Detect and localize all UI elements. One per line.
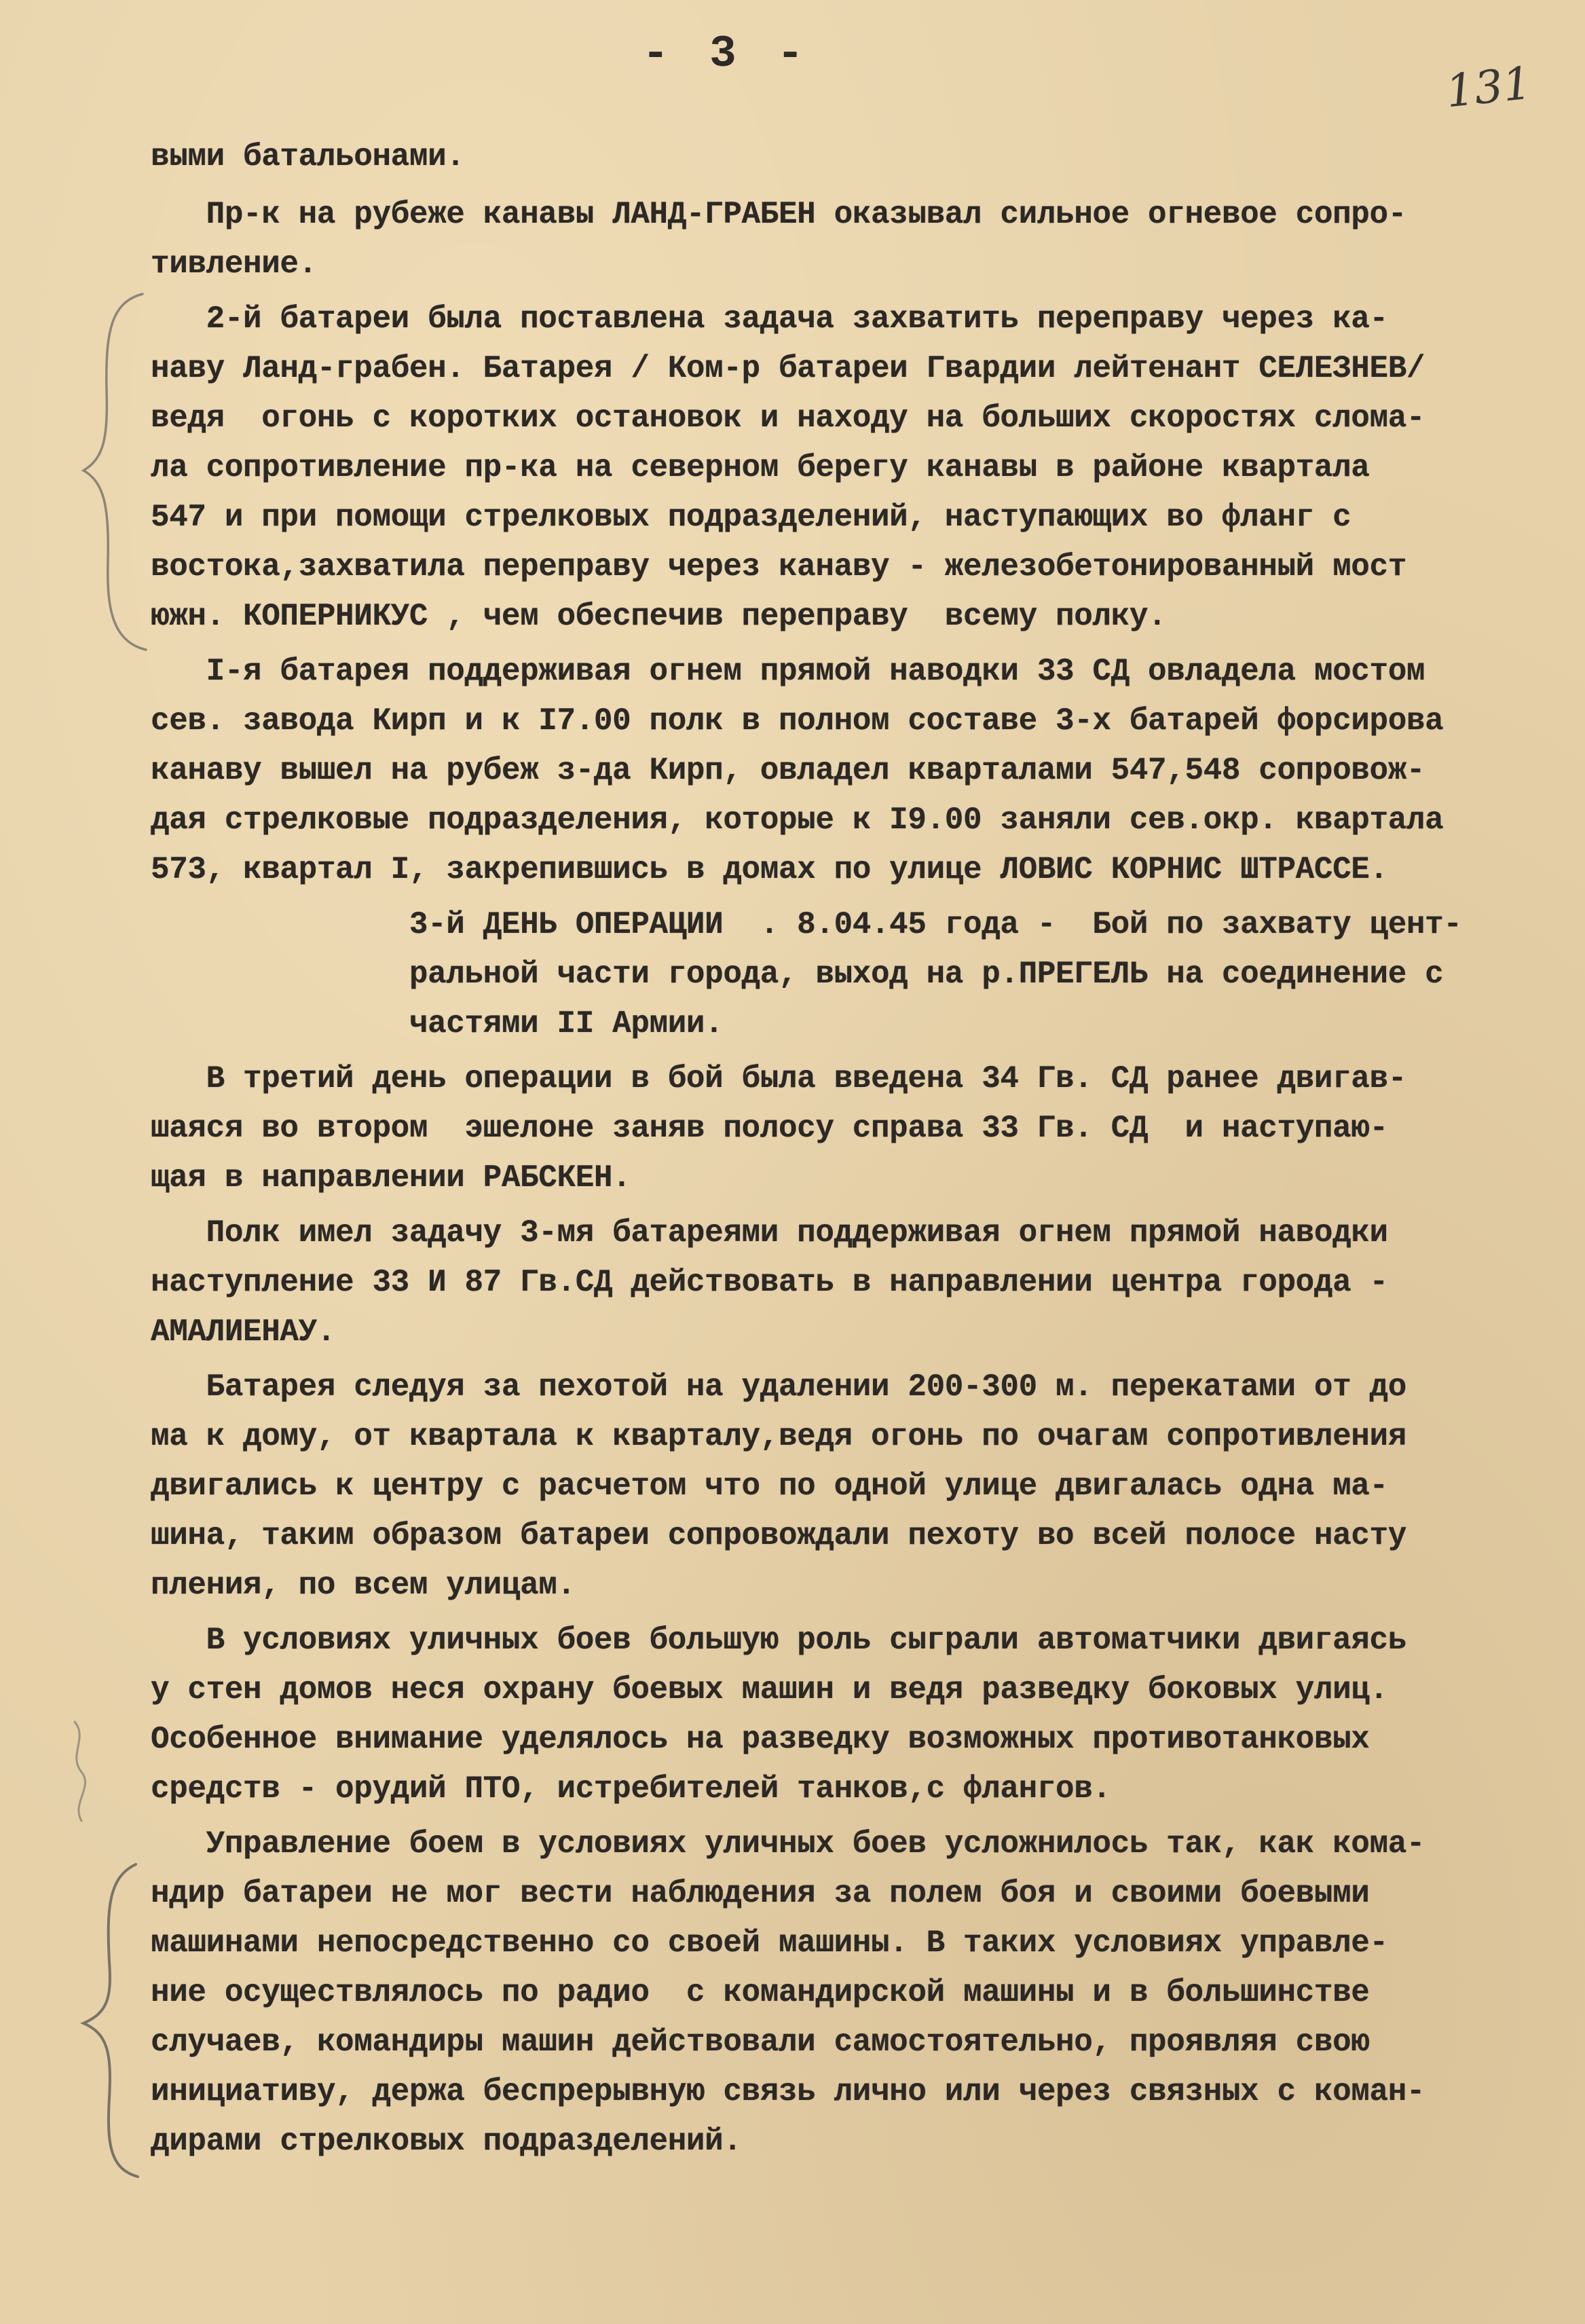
text-line: ние осуществлялось по радио с командирской машины и в большинстве [151, 1975, 1370, 2010]
text-line: 2-й батареи была поставлена задача захватить переправу через ка- [151, 301, 1388, 337]
text-line: средств - орудий ПТО, истребителей танков,с флангов. [151, 1771, 1111, 1807]
text-line: дая стрелковые подразделения, которые к I9.00 заняли сев.окр. квартала [151, 803, 1444, 838]
pencil-bracket-mark-bottom [71, 1860, 146, 2179]
text-line: востока,захватила переправу через канаву - железобетонированный мост [151, 549, 1406, 585]
text-line: ндир батареи не мог вести наблюдения за полем боя и своими боевыми [151, 1876, 1370, 1911]
section-heading-line: частями II Армии. [151, 1006, 724, 1041]
text-line: 573, квартал I, закрепившись в домах по улице ЛОВИС КОРНИС ШТРАССЕ. [151, 852, 1388, 887]
text-line: тивление. [151, 246, 317, 282]
text-line: ла сопротивление пр-ка на северном берегу канавы в районе квартала [151, 450, 1370, 485]
text-line: 547 и при помощи стрелковых подразделений, наступающих во фланг с [151, 500, 1351, 535]
text-line: ведя огонь с коротких остановок и находу на больших скоростях слома- [151, 401, 1425, 436]
text-line: ма к дому, от квартала к кварталу,ведя огонь по очагам сопротивления [151, 1419, 1406, 1454]
text-line: В условиях уличных боев большую роль сыграли автоматчики двигаясь [151, 1623, 1406, 1658]
text-line: АМАЛИЕНАУ. [151, 1314, 336, 1350]
text-line: канаву вышел на рубеж з-да Кирп, овладел кварталами 547,548 сопровож- [151, 753, 1425, 788]
text-line: Полк имел задачу 3-мя батареями поддерживая огнем прямой наводки [151, 1215, 1388, 1251]
text-line: I-я батарея поддерживая огнем прямой наводки 33 СД овладела мостом [151, 654, 1425, 689]
text-line: Пр-к на рубеже канавы ЛАНД-ГРАБЕН оказывал сильное огневое сопро- [151, 197, 1406, 232]
section-heading-line: ральной части города, выход на р.ПРЕГЕЛЬ на соединение с [151, 957, 1444, 992]
text-line: Батарея следуя за пехотой на удалении 200-300 м. перекатами от до [151, 1369, 1406, 1405]
text-line: В третий день операции в бой была введена 34 Гв. СД ранее двигав- [151, 1061, 1406, 1096]
text-line: выми батальонами. [151, 139, 465, 174]
text-line: Управление боем в условиях уличных боев усложнилось так, как кома- [151, 1826, 1425, 1862]
pencil-bracket-mark-top [64, 289, 153, 655]
text-line: машинами непосредственно со своей машины. В таких условиях управле- [151, 1925, 1388, 1961]
section-heading-line: 3-й ДЕНЬ ОПЕРАЦИИ . 8.04.45 года - Бой по захвату цент- [151, 907, 1462, 942]
text-line: Особенное внимание уделялось на разведку возможных противотанковых [151, 1722, 1370, 1757]
text-line: щая в направлении РАБСКЕН. [151, 1160, 631, 1196]
archive-page-number: 131 [1443, 56, 1534, 118]
text-line: сев. завода Кирп и к I7.00 полк в полном составе 3-х батарей форсирова [151, 703, 1444, 739]
text-line: шаяся во втором эшелоне заняв полосу справа 33 Гв. СД и наступаю- [151, 1111, 1388, 1146]
text-line: двигались к центру с расчетом что по одной улице двигалась одна ма- [151, 1469, 1388, 1504]
text-line: инициативу, держа беспрерывную связь лично или через связных с коман- [151, 2074, 1425, 2109]
text-line: южн. КОПЕРНИКУС , чем обеспечив переправу всему полку. [151, 599, 1167, 634]
pencil-bracket-mark-middle [54, 1718, 109, 1826]
text-line: шина, таким образом батареи сопровождали пехоту во всей полосе насту [151, 1518, 1406, 1553]
text-line: дирами стрелковых подразделений. [151, 2124, 742, 2159]
text-line: наступление 33 И 87 Гв.СД действовать в направлении центра города - [151, 1265, 1388, 1300]
text-line: случаев, командиры машин действовали самостоятельно, проявляя свою [151, 2025, 1370, 2060]
text-line: наву Ланд-грабен. Батарея / Ком-р батареи Гвардии лейтенант СЕЛЕЗНЕВ/ [151, 351, 1425, 386]
text-line: у стен домов неся охрану боевых машин и ведя разведку боковых улиц. [151, 1672, 1388, 1708]
typewritten-text [151, 132, 1549, 2166]
page-number: - 3 - [641, 29, 811, 79]
text-line: пления, по всем улицам. [151, 1568, 576, 1603]
